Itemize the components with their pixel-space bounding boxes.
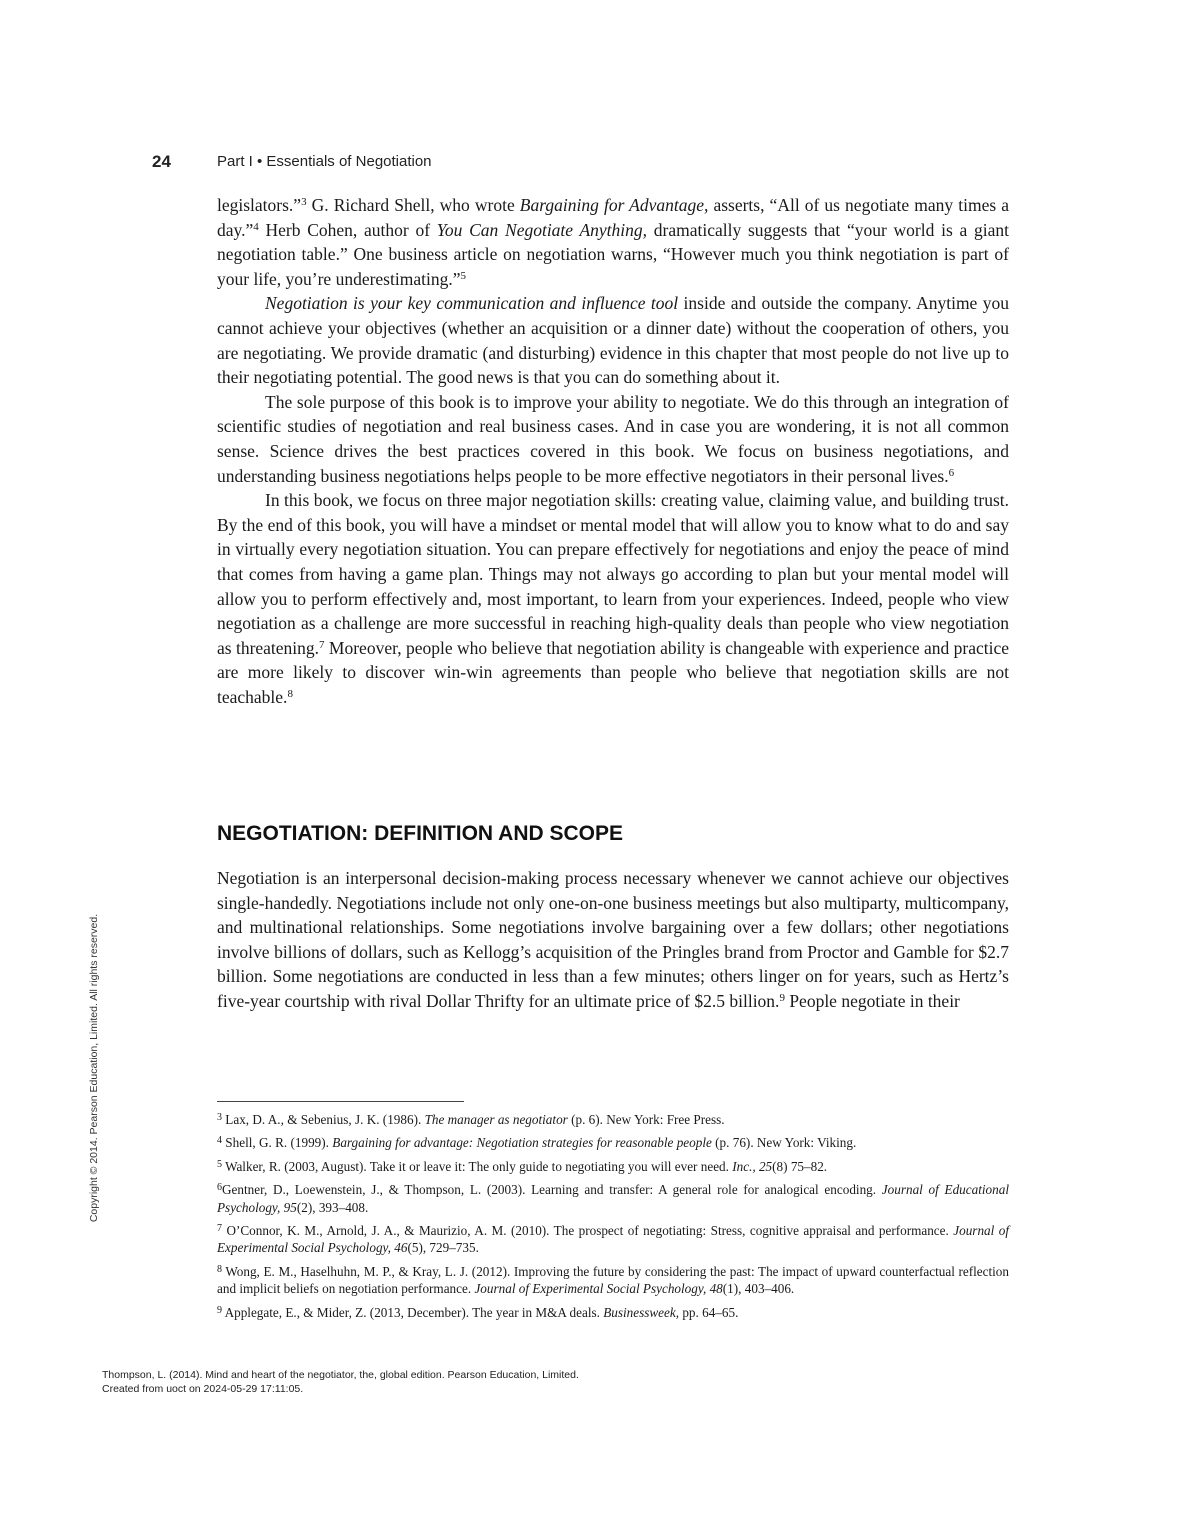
footnote: $^9$ Applegate, E., & Mider, Z. (2013, December). The year in M&A deals. Businessweek, pp. 64–65.: [217, 1304, 739, 1320]
footnote-ref[interactable]: 6: [948, 466, 955, 479]
footnote-ref[interactable]: 5: [460, 269, 466, 282]
paragraph: Negotiation is your key communication and influence tool inside and outside the company. Anytime you cannot achieve your objectives (whether an acquisition or a dinner date) without the cooperation of others, you are negotiating. We provide dramatic (and disturbing) evidence in this chapter that most people do not live up to their negotiating potential. The good news is that you can do something about it.: [217, 293, 1009, 388]
paragraph: In this book, we focus on three major negotiation skills: creating value, claiming value, and building trust. By the end of this book, you will have a mindset or mental model that will allow you to know what to do and say in virtually every negotiation situation. You can prepare effectively for negotiations and enjoy the peace of mind that comes from having a game plan. Things may not always go according to plan but your mental model will allow you to perform effectively and, most important, to learn from your experiences. Indeed, people who view negotiation as a challenge are more successful in reaching high-quality deals than people who view negotiation as threatening.$^7$ Moreover, people who believe that negotiation ability is changeable with experience and practice are more likely to discover win-win agreements than people who believe that negotiation skills are not teachable.$^8$: [217, 490, 1009, 707]
paragraph: The sole purpose of this book is to improve your ability to negotiate. We do this through an integration of scientific studies of negotiation and real business cases. And in case you are wondering, it is not all common sense. Science drives the best practices covered in this book. We focus on business negotiations, and understanding business negotiations helps people to be more effective negotiators in their personal lives.$^6$: [217, 391, 1009, 486]
intro-text: [217, 193, 1009, 709]
section-text: [217, 866, 1009, 1014]
footnote: $^3$ Lax, D. A., & Sebenius, J. K. (1986). The manager as negotiator (p. 6). New York: Free Press.: [217, 1112, 725, 1127]
footnote: $^7$ O’Connor, K. M., Arnold, J. A., & Maurizio, A. M. (2010). The prospect of negotiating: Stress, cognitive appraisal and performance. Journal of Experimental Social Psychology, 46(5), 729–735.: [217, 1223, 1009, 1256]
running-head: Part I • Essentials of Negotiation: [217, 153, 432, 170]
footnote: $^6$Gentner, D., Loewenstein, J., & Thompson, L. (2003). Learning and transfer: A general role for analogical encoding. Journal of Educational Psychology, 95(2), 393–408.: [217, 1182, 1009, 1215]
paragraph: legislators.”$^3$ G. Richard Shell, who wrote Bargaining for Advantage, asserts, “All of us negotiate many times a day.”$^4$ Herb Cohen, author of You Can Negotiate Anything, dramatically suggests that “your world is a giant negotiation table.” One business article on negotiation warns, “However much you think negotiation is part of your life, you’re underestimating.”$^5$: [217, 195, 1009, 289]
section-heading: NEGOTIATION: DEFINITION AND SCOPE: [217, 822, 624, 845]
citation: [102, 1368, 579, 1396]
footnote: $^4$ Shell, G. R. (1999). Bargaining for advantage: Negotiation strategies for reasonable people (p. 76). New York: Viking.: [217, 1135, 857, 1151]
footnote-rule: [217, 1101, 464, 1102]
footnote: $^8$ Wong, E. M., Haselhuhn, M. P., & Kray, L. J. (2012). Improving the future by considering the past: The impact of upward counterfactual reflection and implicit beliefs on negotiation performance. Journal of Experimental Social Psychology, 48(1), 403–406.: [217, 1263, 1009, 1297]
footnote-ref[interactable]: 7: [319, 638, 325, 651]
footnote-ref[interactable]: 3: [301, 196, 307, 208]
footnotes: [217, 1111, 1009, 1327]
copyright-notice: Copyright © 2014. Pearson Education, Limited. All rights reserved.: [88, 913, 100, 1223]
paragraph: Negotiation is an interpersonal decision-making process necessary whenever we cannot achieve our objectives single-handedly. Negotiations include not only one-on-one business meetings but also multiparty, multicompany, and multinational relationships. Some negotiations involve bargaining over a few dollars; other negotiations involve billions of dollars, such as Kellogg’s acquisition of the Pringles brand from Proctor and Gamble for $2.7 billion. Some negotiations are conducted in less than a few minutes; others linger on for years, such as Hertz’s five-year courtship with rival Dollar Thrifty for an ultimate price of $2.5 billion.$^9$ People negotiate in their: [217, 868, 1009, 1011]
citation-line: Thompson, L. (2014). Mind and heart of the negotiator, the, global edition. Pearson Education, Limited.: [102, 1369, 579, 1381]
footnote-ref[interactable]: 8: [287, 687, 293, 700]
footnote: $^5$ Walker, R. (2003, August). Take it or leave it: The only guide to negotiating you will ever need. Inc., 25(8) 75–82.: [217, 1158, 828, 1174]
footnote-ref[interactable]: 9: [779, 991, 785, 1004]
page-header: [152, 152, 432, 172]
page-number: 24: [152, 152, 171, 171]
footnote-ref[interactable]: 4: [253, 220, 259, 233]
citation-line: Created from uoct on 2024-05-29 17:11:05.: [102, 1383, 304, 1395]
